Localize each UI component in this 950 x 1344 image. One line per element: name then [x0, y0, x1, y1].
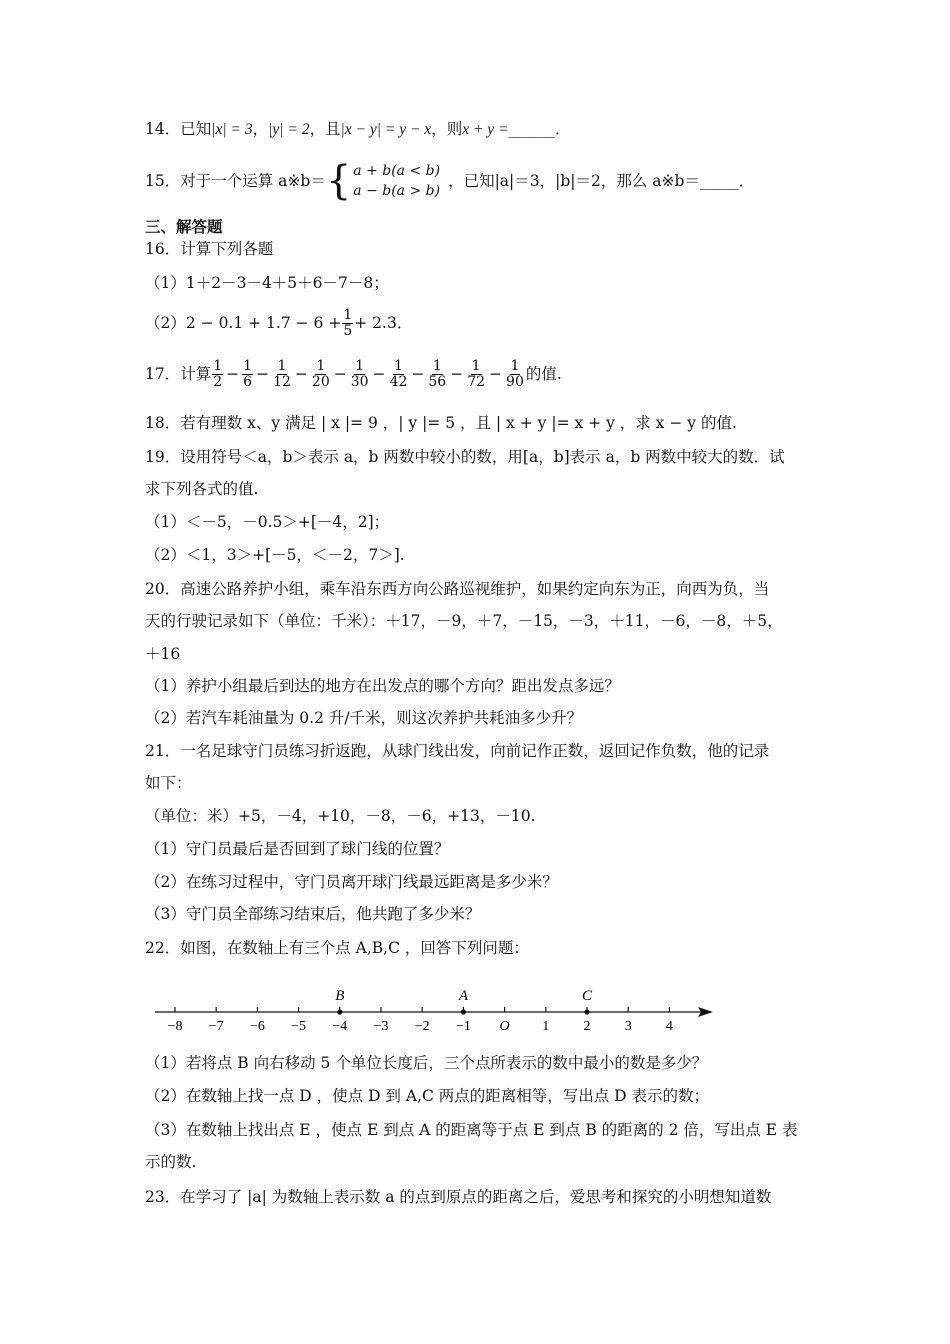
- fraction-series: [211, 359, 526, 390]
- question-20-part-2: （2）若汽车耗油量为 0.2 升/千米，则这次养护共耗油多少升？: [145, 709, 583, 727]
- question-16-title: 16．计算下列各题: [145, 240, 274, 258]
- fraction-denominator: 90: [506, 373, 524, 390]
- fraction: [466, 359, 486, 390]
- fraction: [212, 359, 223, 390]
- tick-label: 3: [624, 1019, 632, 1034]
- question-21-line-1: 21．一名足球守门员练习折返跑，从球门线出发，向前记作正数，返回记作负数，他的记录: [145, 742, 770, 760]
- fraction: [242, 359, 253, 390]
- point-label-a: A: [458, 988, 468, 1004]
- answer-blank: ______: [508, 120, 556, 138]
- tick-label: −8: [167, 1019, 183, 1034]
- question-23: 23．在学习了 |a| 为数轴上表示数 a 的点到原点的距离之后，爱思考和探究的小明想知道数: [145, 1188, 772, 1206]
- fraction-numerator: 1: [243, 357, 253, 374]
- tick-label: −4: [332, 1019, 348, 1034]
- fraction-numerator: 1: [277, 357, 287, 374]
- question-21-line-2: 如下：: [145, 774, 192, 792]
- question-19-line-1: 19．设用符号＜a，b＞表示 a，b 两数中较小的数，用[a，b]表示 a，b 两数中较大的数．试: [145, 448, 785, 466]
- question-16-part-2: （2）2 − 0.1 + 1.7 − 6 + $\frac{1}{5}$ + 2.3．: [145, 306, 413, 339]
- tick-label: −7: [208, 1019, 224, 1034]
- fraction-numerator: 1: [355, 357, 365, 374]
- tick-label: 2: [583, 1019, 591, 1034]
- fraction-denominator: 30: [350, 373, 369, 390]
- question-19-line-2: 求下列各式的值.: [145, 480, 259, 498]
- question-18: 18．若有理数 x、y 满足 | x |= 9 ，| y |= 5 ，且 | x + y |= x + y ，求 x − y 的值.: [145, 414, 737, 432]
- fraction: [427, 359, 447, 390]
- tick-label: 4: [665, 1019, 673, 1034]
- question-19-part-2: （2）＜1，3＞+[－5，＜－2，7＞].: [145, 546, 405, 564]
- fraction-denominator: 20: [311, 373, 330, 390]
- fraction-numerator: 1: [471, 357, 481, 374]
- point-a: [461, 1009, 466, 1014]
- fraction-denominator: 12: [273, 373, 291, 390]
- question-22-part-2: （2）在数轴上找一点 D ，使点 D 到 A,C 两点的距离相等，写出点 D 表示的数；: [145, 1087, 710, 1105]
- minus-sign: −: [333, 365, 347, 383]
- question-20-line-1: 20．高速公路养护小组，乘车沿东西方向公路巡视维护，如果约定向东为正，向西为负，当: [145, 580, 770, 598]
- question-22-title: 22．如图，在数轴上有三个点 A,B,C ，回答下列问题：: [145, 939, 529, 957]
- point-label-c: C: [581, 988, 593, 1004]
- question-21-part-3: （3）守门员全部练习结束后，他共跑了多少米？: [145, 905, 481, 923]
- question-17: 17．计算 $\frac{1}{2}$ − $\frac{1}{6}$ − $\frac{1}{12}$ − $\frac{1}{20}$ − $\frac{1}{30}$ − $\frac{1}{42}$ − $\frac{1}{56}$ − $\frac{1}{72}$ − $\frac{1}{90}$ 的值.: [145, 357, 562, 390]
- fraction: [272, 359, 292, 390]
- piecewise-definition: { a + b(a < b) a − b(a > b): [325, 158, 441, 204]
- fraction: [311, 359, 331, 390]
- question-22-part-3-line-2: 示的数.: [145, 1153, 197, 1171]
- question-14: 14．已知|x| = 3，|y| = 2，且|x − y| = y − x，则x + y =______．: [145, 120, 571, 138]
- question-21-part-1: （1）守门员最后是否回到了球门线的位置？: [145, 840, 450, 858]
- fraction-denominator: 72: [467, 373, 486, 390]
- question-16-part-1: （1）1＋2－3－4＋5＋6－7－8；: [145, 274, 389, 292]
- point-b: [337, 1009, 342, 1014]
- question-20-part-1: （1）养护小组最后到达的地方在出发点的哪个方向？距出发点多远？: [145, 677, 620, 695]
- tick-label: O: [499, 1019, 510, 1034]
- point-c: [584, 1009, 589, 1014]
- question-22-part-3-line-1: （3）在数轴上找出点 E ，使点 E 到点 A 的距离等于点 E 到点 B 的距离的 2 倍，写出点 E 表: [145, 1121, 798, 1139]
- section-heading: 三、解答题: [145, 218, 223, 236]
- fraction-denominator: 56: [428, 373, 447, 390]
- fraction-numerator: 1: [510, 357, 520, 374]
- fraction-denominator: 2: [213, 373, 223, 390]
- question-19-part-1: （1）＜－5，－0.5＞+[－4，2]；: [145, 513, 390, 531]
- left-brace: {: [325, 158, 352, 204]
- question-15: 15．对于一个运算 a※b＝ { a + b(a < b) a − b(a > b) ，已知|a|＝3，|b|＝2，那么 a※b＝ _____ ．: [145, 158, 755, 204]
- question-21-part-2: （2）在练习过程中，守门员离开球门线最远距离是多少米？: [145, 873, 558, 891]
- tick-label: 1: [542, 1019, 550, 1034]
- question-20-line-3: ＋16: [145, 645, 181, 663]
- minus-sign: −: [411, 365, 425, 383]
- fraction-numerator: 1: [432, 357, 442, 374]
- tick-label: −3: [373, 1019, 389, 1034]
- minus-sign: −: [226, 365, 240, 383]
- point-label-b: B: [335, 988, 345, 1004]
- minus-sign: −: [450, 365, 464, 383]
- fraction-numerator: 1: [213, 357, 223, 374]
- question-22-part-1: （1）若将点 B 向右移动 5 个单位长度后，三个点所表示的数中最小的数是多少？: [145, 1054, 708, 1072]
- fraction-numerator: 1: [394, 357, 403, 374]
- tick-label: −1: [455, 1019, 471, 1034]
- minus-sign: −: [256, 365, 270, 383]
- tick-label: −2: [414, 1019, 430, 1034]
- tick-label: −6: [249, 1019, 265, 1034]
- fraction-numerator: 1: [316, 357, 326, 374]
- fraction: $\frac{1}{5}$: [343, 306, 353, 339]
- fraction: [505, 359, 525, 390]
- fraction: [350, 359, 370, 390]
- tick-label: −5: [291, 1019, 307, 1034]
- fraction: [389, 359, 409, 390]
- minus-sign: −: [294, 365, 308, 383]
- question-20-line-2: 天的行驶记录如下（单位：千米）：＋17，－9，＋7，－15，－3，＋11，－6，－8，＋5，: [145, 612, 783, 630]
- answer-blank: _____: [699, 172, 739, 190]
- fraction-denominator: 42: [389, 373, 408, 390]
- minus-sign: −: [489, 365, 503, 383]
- question-21-line-3: （单位：米）+5，－4，+10，－8，－6，+13，－10.: [145, 807, 536, 825]
- minus-sign: −: [372, 365, 386, 383]
- number-line: [145, 980, 725, 1040]
- fraction-denominator: 6: [243, 373, 253, 390]
